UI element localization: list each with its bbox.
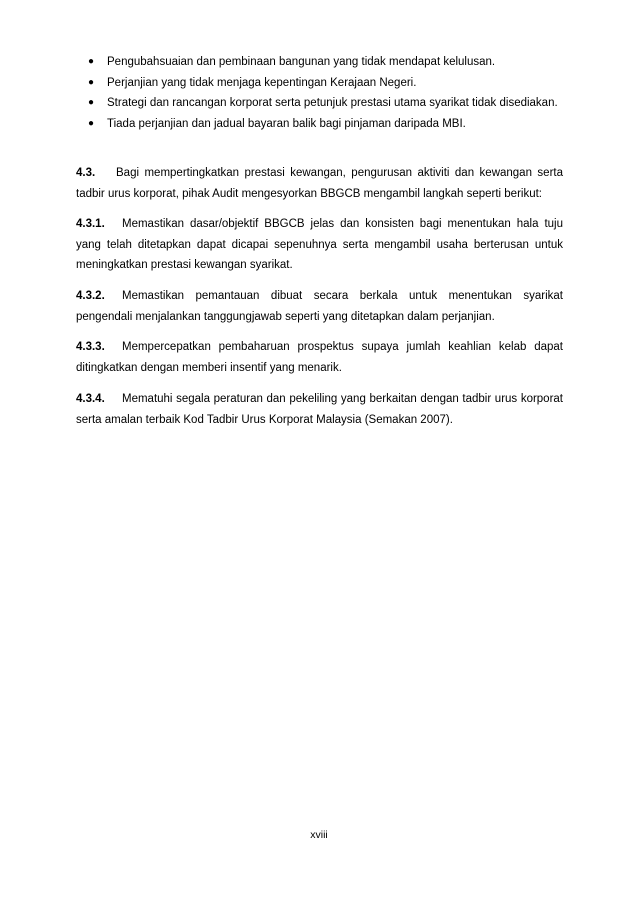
paragraph-text: Mempercepatkan pembaharuan prospektus supaya jumlah keahlian kelab dapat ditingkatkan dengan memberi insentif yang menarik. bbox=[76, 341, 563, 374]
paragraph-4-3-4 bbox=[76, 389, 563, 430]
bullet-dot-icon: ● bbox=[88, 117, 95, 129]
findings-bullet-list bbox=[88, 52, 563, 134]
paragraph-4-3-1 bbox=[76, 214, 563, 276]
bullet-text: Perjanjian yang tidak menjaga kepentingan Kerajaan Negeri. bbox=[107, 76, 417, 89]
paragraph-4-3-3 bbox=[76, 337, 563, 378]
bullet-text: Strategi dan rancangan korporat serta petunjuk prestasi utama syarikat tidak disediakan. bbox=[107, 97, 558, 109]
bullet-item bbox=[88, 52, 563, 73]
bullet-dot-icon: ● bbox=[88, 97, 95, 108]
paragraph-number: 4.3.4. bbox=[76, 393, 105, 405]
paragraph-number: 4.3.2. bbox=[76, 290, 105, 302]
paragraph-4-3-2 bbox=[76, 286, 563, 327]
paragraph-number: 4.3.3. bbox=[76, 341, 105, 353]
bullet-item bbox=[88, 93, 563, 114]
paragraph-text: Memastikan pemantauan dibuat secara berkala untuk menentukan syarikat pengendali menjalankan tanggungjawab seperti yang ditetapkan dalam perjanjian. bbox=[76, 290, 563, 323]
paragraph-number: 4.3.1. bbox=[76, 218, 105, 230]
bullet-text: Tiada perjanjian dan jadual bayaran balik bagi pinjaman daripada MBI. bbox=[107, 117, 466, 130]
paragraph-text: Bagi mempertingkatkan prestasi kewangan, pengurusan aktiviti dan kewangan serta tadbir urus korporat, pihak Audit mengesyorkan BBGCB mengambil langkah seperti berikut: bbox=[76, 167, 563, 200]
bullet-item bbox=[88, 114, 563, 135]
bullet-text: Pengubahsuaian dan pembinaan bangunan yang tidak mendapat kelulusan. bbox=[107, 56, 496, 68]
bullet-dot-icon: ● bbox=[88, 76, 95, 88]
paragraph-4-3 bbox=[76, 163, 563, 204]
page-number: xviii bbox=[310, 829, 328, 841]
paragraph-number: 4.3. bbox=[76, 167, 96, 179]
bullet-dot-icon: ● bbox=[88, 56, 95, 67]
paragraph-text: Memastikan dasar/objektif BBGCB jelas dan konsisten bagi menentukan hala tuju yang telah ditetapkan dapat dicapai sepenuhnya serta mengambil usaha berterusan untuk meningkatkan prestasi kewangan syarikat. bbox=[76, 218, 563, 271]
bullet-item bbox=[88, 73, 563, 94]
paragraph-text: Mematuhi segala peraturan dan pekeliling yang berkaitan dengan tadbir urus korporat serta amalan terbaik Kod Tadbir Urus Korporat Malaysia (Semakan 2007). bbox=[76, 393, 563, 426]
